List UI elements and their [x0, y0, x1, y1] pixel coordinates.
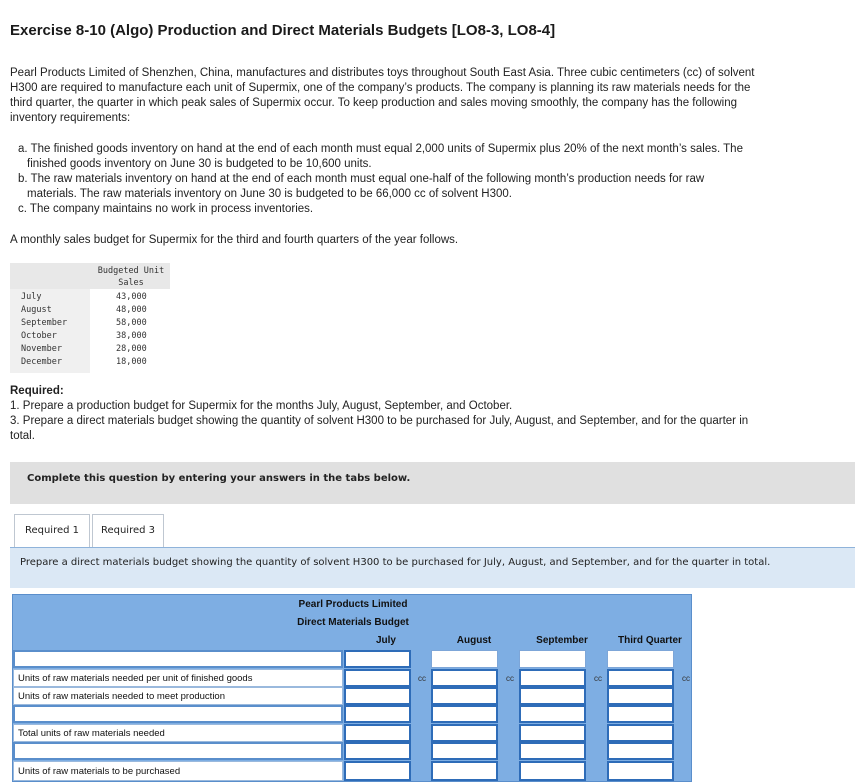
sales-row — [10, 291, 170, 304]
tab-required-1[interactable]: Required 1 — [14, 514, 90, 548]
month-sales: 38,000 — [116, 331, 147, 341]
amount-input[interactable] — [431, 669, 498, 687]
unit-label: cc — [594, 674, 602, 683]
requirement-b: b. The raw materials inventory on hand at the end of each month must equal one-half of the following month’s production needs for raw materials. The raw materials inventory on June 30 is budgeted to be 66,000 cc of solvent H300. — [18, 173, 705, 200]
requirements-list — [10, 142, 755, 217]
row-label-input[interactable] — [13, 705, 343, 723]
direct-materials-budget-table — [12, 594, 692, 782]
amount-input[interactable] — [431, 650, 498, 668]
intro-paragraph: Pearl Products Limited of Shenzhen, China, manufactures and distributes toys throughout South East Asia. Three cubic centimeters (cc) of solvent H300 are required to manufacture each unit of Supermix, one of the company’s products. The company is planning its raw materials needs for the third quarter, the quarter in which peak sales of Supermix occur. To keep production and sales moving smoothly, the company has the following inventory requirements: — [10, 67, 755, 124]
tab-instruction-panel — [10, 547, 855, 588]
budget-intro: A monthly sales budget for Supermix for the third and fourth quarters of the year follows. — [10, 234, 459, 246]
instruction-text: Complete this question by entering your answers in the tabs below. — [27, 473, 411, 484]
sales-budget-table — [10, 263, 170, 373]
sales-row — [10, 343, 170, 356]
amount-input[interactable] — [607, 687, 674, 705]
amount-input[interactable] — [519, 650, 586, 668]
month-sales: 48,000 — [116, 305, 147, 315]
required-heading: Required: — [10, 385, 64, 397]
tab-required-3[interactable]: Required 3 — [92, 514, 164, 548]
amount-input[interactable] — [519, 687, 586, 705]
unit-label: cc — [418, 674, 426, 683]
month-name: December — [21, 357, 62, 367]
amount-input[interactable] — [607, 742, 674, 760]
row-label-cell — [13, 724, 343, 742]
month-name: September — [21, 318, 68, 328]
row-label: Units of raw materials needed to meet production — [18, 691, 225, 702]
month-sales: 18,000 — [116, 357, 147, 367]
requirement-a: a. The finished goods inventory on hand at the end of each month must equal 2,000 units of Supermix plus 20% of the next month’s sales. The finished goods inventory on June 30 is budgeted to be 10,600 units. — [18, 143, 743, 170]
required-item-1: 1. Prepare a production budget for Supermix for the months July, August, September, and October. — [10, 400, 513, 412]
amount-input[interactable] — [431, 724, 498, 742]
budget-company: Pearl Products Limited — [298, 599, 408, 610]
column-header-july: July — [375, 635, 396, 646]
budget-title: Direct Materials Budget — [297, 617, 409, 628]
amount-input[interactable] — [519, 724, 586, 742]
amount-input[interactable] — [519, 742, 586, 760]
month-sales: 58,000 — [116, 318, 147, 328]
row-label: Total units of raw materials needed — [18, 728, 165, 739]
unit-label: cc — [506, 674, 514, 683]
amount-input[interactable] — [431, 705, 498, 723]
month-name: October — [21, 331, 57, 341]
exercise-title: Exercise 8-10 (Algo) Production and Direct Materials Budgets [LO8-3, LO8-4] — [10, 22, 556, 39]
month-name: August — [21, 305, 52, 315]
row-label: Units of raw materials to be purchased — [18, 766, 181, 777]
amount-input[interactable] — [519, 761, 586, 781]
requirement-c: c. The company maintains no work in process inventories. — [18, 203, 314, 215]
amount-input[interactable] — [607, 724, 674, 742]
amount-input[interactable] — [607, 761, 674, 781]
row-label-cell — [13, 687, 343, 705]
amount-input[interactable] — [431, 761, 498, 781]
month-name: November — [21, 344, 62, 354]
row-label-cell — [13, 669, 343, 687]
amount-input[interactable] — [607, 705, 674, 723]
instruction-bar — [10, 462, 855, 504]
sales-row — [10, 330, 170, 343]
tab-instruction: Prepare a direct materials budget showing the quantity of solvent H300 to be purchased for July, August, and September, and for the quarter in total. — [20, 557, 771, 568]
row-label: Units of raw materials needed per unit of finished goods — [18, 673, 253, 684]
amount-input[interactable] — [519, 705, 586, 723]
amount-input[interactable] — [431, 687, 498, 705]
amount-input[interactable] — [344, 650, 411, 668]
amount-input[interactable] — [519, 669, 586, 687]
amount-input[interactable] — [344, 669, 411, 687]
amount-input[interactable] — [344, 705, 411, 723]
sales-header-line2: Sales — [118, 278, 144, 288]
sales-row — [10, 304, 170, 317]
column-header-september: September — [536, 635, 588, 646]
sales-row — [10, 317, 170, 330]
amount-input[interactable] — [607, 669, 674, 687]
month-sales: 28,000 — [116, 344, 147, 354]
sales-header-line1: Budgeted Unit — [97, 266, 165, 276]
amount-input[interactable] — [344, 724, 411, 742]
month-sales: 43,000 — [116, 292, 147, 302]
row-label-cell — [13, 761, 343, 781]
amount-input[interactable] — [431, 742, 498, 760]
column-header-third-quarter: Third Quarter — [618, 635, 682, 646]
amount-input[interactable] — [344, 742, 411, 760]
sales-row — [10, 356, 170, 369]
required-section — [10, 384, 770, 444]
unit-label: cc — [682, 674, 690, 683]
sales-table-header — [10, 263, 170, 289]
row-label-input[interactable] — [13, 742, 343, 760]
amount-input[interactable] — [344, 761, 411, 781]
required-item-3: 3. Prepare a direct materials budget showing the quantity of solvent H300 to be purchased for July, August, and September, and for the quarter in total. — [10, 415, 749, 442]
amount-input[interactable] — [607, 650, 674, 668]
row-label-input[interactable] — [13, 650, 343, 668]
amount-input[interactable] — [344, 687, 411, 705]
column-header-august: August — [456, 635, 492, 646]
month-name: July — [21, 292, 42, 302]
